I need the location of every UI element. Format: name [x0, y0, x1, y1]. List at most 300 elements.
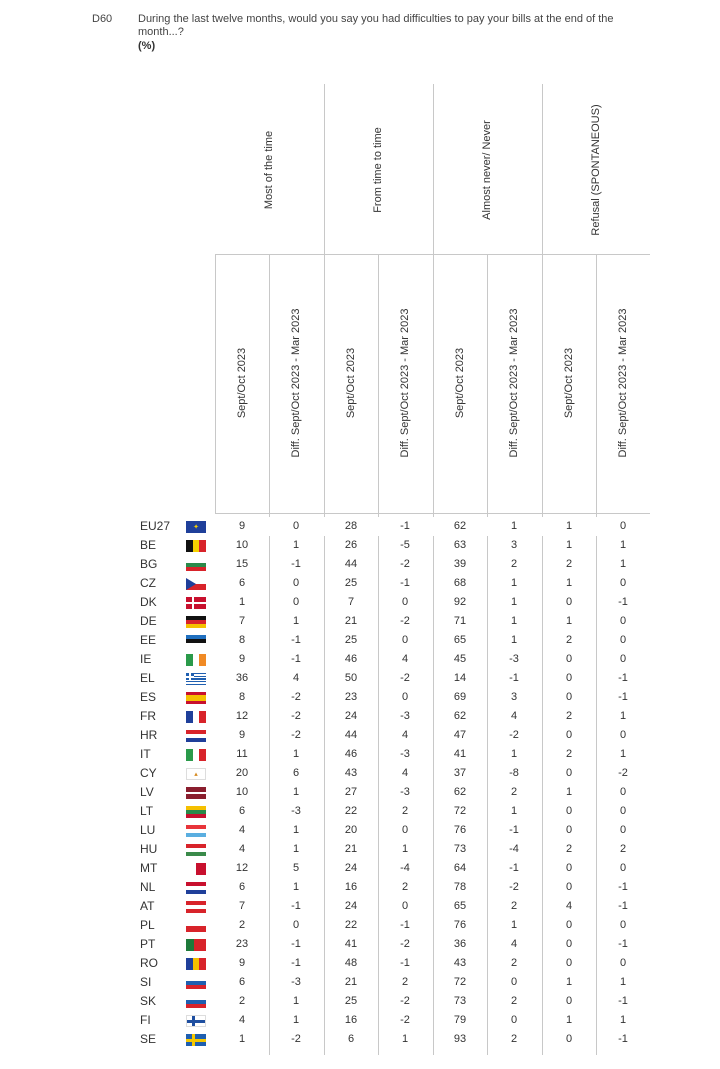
table-cell: -1 [618, 596, 628, 608]
country-code: EE [140, 633, 157, 647]
table-cell: -1 [291, 634, 301, 646]
table-row [0, 517, 720, 536]
table-cell: 0 [565, 957, 573, 969]
table-cell: 23 [344, 691, 358, 703]
table-cell: 21 [344, 976, 358, 988]
table-cell: 2 [510, 995, 518, 1007]
table-cell: 0 [401, 691, 409, 703]
flag-ie-icon [186, 654, 206, 666]
table-cell: 43 [344, 767, 358, 779]
flag-be-icon [186, 540, 206, 552]
table-cell: 1 [510, 615, 518, 627]
table-row [0, 612, 720, 631]
table-cell: 24 [344, 900, 358, 912]
table-cell: 21 [344, 843, 358, 855]
subheader-diff: Diff. Sept/Oct 2023 - Mar 2023 [617, 308, 629, 458]
flag-bg-icon [186, 559, 206, 571]
flag-sk-icon [186, 996, 206, 1008]
country-code: SE [140, 1032, 157, 1046]
table-cell: -2 [400, 558, 410, 570]
row-divider [215, 513, 650, 514]
table-cell: 20 [344, 824, 358, 836]
table-cell: 2 [238, 995, 246, 1007]
table-cell: 0 [619, 919, 627, 931]
table-cell: 26 [344, 539, 358, 551]
table-cell: 73 [453, 843, 467, 855]
table-cell: 0 [565, 995, 573, 1007]
table-cell: 2 [565, 843, 573, 855]
table-cell: 9 [238, 520, 246, 532]
table-cell: 92 [453, 596, 467, 608]
subheader-current: Sept/Oct 2023 [563, 347, 575, 419]
table-cell: -2 [400, 615, 410, 627]
table-cell: 2 [510, 558, 518, 570]
table-cell: -1 [400, 520, 410, 532]
table-cell: 0 [565, 672, 573, 684]
table-cell: 44 [344, 729, 358, 741]
table-cell: 3 [510, 539, 518, 551]
table-cell: 46 [344, 653, 358, 665]
table-cell: 4 [401, 729, 409, 741]
table-row [0, 593, 720, 612]
table-cell: 16 [344, 881, 358, 893]
country-code: CZ [140, 576, 156, 590]
table-cell: 78 [453, 881, 467, 893]
table-cell: 62 [453, 786, 467, 798]
table-cell: -1 [291, 938, 301, 950]
table-cell: 1 [510, 919, 518, 931]
table-cell: -8 [509, 767, 519, 779]
table-cell: 25 [344, 577, 358, 589]
table-cell: -4 [509, 843, 519, 855]
table-cell: -3 [509, 653, 519, 665]
table-cell: 0 [565, 767, 573, 779]
table-cell: 7 [238, 615, 246, 627]
table-row [0, 707, 720, 726]
table-cell: 2 [401, 805, 409, 817]
table-cell: 41 [344, 938, 358, 950]
table-row [0, 726, 720, 745]
question-text: During the last twelve months, would you say you had difficulties to pay your bills at the end of the month...? [138, 13, 614, 38]
group-header: Most of the time [263, 130, 275, 210]
table-cell: 4 [238, 843, 246, 855]
table-cell: 1 [292, 843, 300, 855]
table-row [0, 650, 720, 669]
flag-hu-icon [186, 844, 206, 856]
table-cell: 79 [453, 1014, 467, 1026]
country-code: BE [140, 538, 157, 552]
table-cell: 1 [292, 824, 300, 836]
country-code: MT [140, 861, 158, 875]
table-cell: 47 [453, 729, 467, 741]
table-cell: 9 [238, 729, 246, 741]
flag-ro-icon [186, 958, 206, 970]
table-cell: 1 [619, 748, 627, 760]
table-cell: 1 [292, 881, 300, 893]
table-cell: 12 [235, 862, 249, 874]
table-cell: 0 [619, 862, 627, 874]
country-code: PT [140, 937, 156, 951]
table-cell: 9 [238, 957, 246, 969]
table-cell: 6 [292, 767, 300, 779]
table-cell: 76 [453, 919, 467, 931]
table-cell: -2 [291, 1033, 301, 1045]
table-cell: 3 [510, 691, 518, 703]
table-cell: -1 [618, 691, 628, 703]
table-cell: 0 [565, 1033, 573, 1045]
table-cell: 43 [453, 957, 467, 969]
table-cell: -1 [618, 995, 628, 1007]
table-cell: 7 [238, 900, 246, 912]
table-cell: 10 [235, 539, 249, 551]
table-cell: 4 [238, 1014, 246, 1026]
table-cell: 1 [510, 748, 518, 760]
country-code: FR [140, 709, 156, 723]
table-cell: 2 [510, 786, 518, 798]
table-cell: 10 [235, 786, 249, 798]
country-code: LV [140, 785, 154, 799]
country-code: FI [140, 1013, 151, 1027]
table-cell: -1 [618, 1033, 628, 1045]
table-cell: 1 [565, 615, 573, 627]
table-cell: 1 [238, 596, 246, 608]
country-code: IT [140, 747, 151, 761]
table-row [0, 821, 720, 840]
table-cell: 0 [401, 900, 409, 912]
table-cell: -1 [291, 558, 301, 570]
flag-at-icon [186, 901, 206, 913]
table-cell: -1 [400, 957, 410, 969]
table-cell: 71 [453, 615, 467, 627]
table-row [0, 631, 720, 650]
table-cell: 21 [344, 615, 358, 627]
table-cell: 25 [344, 634, 358, 646]
table-cell: 2 [565, 634, 573, 646]
table-cell: -1 [618, 881, 628, 893]
table-cell: 2 [565, 710, 573, 722]
table-cell: 0 [565, 824, 573, 836]
table-row [0, 536, 720, 555]
table-cell: 0 [401, 824, 409, 836]
table-cell: 1 [401, 1033, 409, 1045]
table-row [0, 1011, 720, 1030]
unit-label: (%) [138, 40, 156, 52]
table-cell: -1 [291, 957, 301, 969]
table-cell: 1 [619, 710, 627, 722]
row-divider [215, 254, 650, 255]
flag-pt-icon [186, 939, 206, 951]
table-cell: 0 [619, 786, 627, 798]
table-cell: -1 [618, 938, 628, 950]
table-cell: 76 [453, 824, 467, 836]
flag-fr-icon [186, 711, 206, 723]
subheader-current: Sept/Oct 2023 [454, 347, 466, 419]
table-cell: 8 [238, 634, 246, 646]
flag-dk-icon [186, 597, 206, 609]
table-cell: -1 [291, 900, 301, 912]
table-cell: 1 [565, 1014, 573, 1026]
table-cell: 44 [344, 558, 358, 570]
table-row [0, 764, 720, 783]
table-cell: 1 [619, 1014, 627, 1026]
table-cell: 63 [453, 539, 467, 551]
table-cell: 6 [238, 976, 246, 988]
table-cell: 73 [453, 995, 467, 1007]
country-code: SI [140, 975, 152, 989]
table-cell: 1 [510, 805, 518, 817]
table-cell: 0 [619, 957, 627, 969]
flag-el-icon [186, 673, 206, 685]
table-row [0, 745, 720, 764]
table-cell: -2 [291, 691, 301, 703]
table-cell: 2 [401, 976, 409, 988]
table-row [0, 935, 720, 954]
flag-eu-icon: ✦ [186, 521, 206, 533]
table-cell: -4 [400, 862, 410, 874]
table-cell: 27 [344, 786, 358, 798]
country-code: IE [140, 652, 152, 666]
table-cell: 0 [292, 919, 300, 931]
flag-it-icon [186, 749, 206, 761]
table-cell: 36 [453, 938, 467, 950]
table-cell: 1 [238, 1033, 246, 1045]
table-row [0, 916, 720, 935]
table-cell: 0 [292, 520, 300, 532]
table-cell: 1 [292, 539, 300, 551]
country-code: DE [140, 614, 157, 628]
table-cell: 1 [565, 976, 573, 988]
table-cell: 28 [344, 520, 358, 532]
table-cell: 20 [235, 767, 249, 779]
table-cell: 15 [235, 558, 249, 570]
table-cell: 12 [235, 710, 249, 722]
country-code: EU27 [140, 519, 171, 533]
table-cell: 0 [565, 938, 573, 950]
table-cell: 0 [565, 919, 573, 931]
table-cell: -5 [400, 539, 410, 551]
table-cell: 1 [292, 615, 300, 627]
country-code: EL [140, 671, 155, 685]
table-cell: 1 [565, 539, 573, 551]
table-cell: 0 [565, 653, 573, 665]
flag-cy-icon: ▴ [186, 768, 206, 780]
country-code: PL [140, 918, 155, 932]
table-cell: 0 [619, 805, 627, 817]
table-cell: 8 [238, 691, 246, 703]
table-cell: 16 [344, 1014, 358, 1026]
table-cell: 0 [565, 881, 573, 893]
table-cell: 65 [453, 634, 467, 646]
table-cell: 45 [453, 653, 467, 665]
table-cell: 1 [510, 577, 518, 589]
table-cell: 0 [292, 577, 300, 589]
table-row [0, 555, 720, 574]
table-cell: 1 [292, 786, 300, 798]
table-cell: 4 [292, 672, 300, 684]
table-cell: 65 [453, 900, 467, 912]
table-cell: 2 [619, 843, 627, 855]
table-cell: 0 [565, 729, 573, 741]
flag-lv-icon [186, 787, 206, 799]
table-cell: -2 [509, 881, 519, 893]
table-cell: -2 [400, 1014, 410, 1026]
table-cell: 6 [238, 881, 246, 893]
table-cell: -2 [400, 938, 410, 950]
table-cell: 68 [453, 577, 467, 589]
table-cell: -1 [509, 672, 519, 684]
table-cell: 0 [510, 1014, 518, 1026]
table-cell: 6 [238, 805, 246, 817]
table-row [0, 859, 720, 878]
table-cell: -3 [291, 976, 301, 988]
table-cell: 0 [619, 634, 627, 646]
subheader-current: Sept/Oct 2023 [236, 347, 248, 419]
flag-cz-icon [186, 578, 206, 590]
table-cell: 23 [235, 938, 249, 950]
table-row [0, 973, 720, 992]
flag-ee-icon [186, 635, 206, 647]
country-code: SK [140, 994, 157, 1008]
table-cell: 4 [238, 824, 246, 836]
table-cell: 1 [565, 520, 573, 532]
country-code: DK [140, 595, 157, 609]
flag-nl-icon [186, 882, 206, 894]
table-cell: 25 [344, 995, 358, 1007]
country-code: LU [140, 823, 156, 837]
table-cell: 50 [344, 672, 358, 684]
table-cell: 62 [453, 710, 467, 722]
table-cell: 4 [565, 900, 573, 912]
table-cell: -1 [509, 824, 519, 836]
table-cell: 1 [401, 843, 409, 855]
table-cell: 64 [453, 862, 467, 874]
table-cell: -1 [618, 672, 628, 684]
flag-hr-icon [186, 730, 206, 742]
table-cell: 1 [292, 1014, 300, 1026]
table-cell: -1 [509, 862, 519, 874]
table-cell: 1 [510, 634, 518, 646]
table-cell: -2 [400, 995, 410, 1007]
table-row [0, 1030, 720, 1049]
group-header: Refusal (SPONTANEOUS) [590, 104, 602, 236]
table-cell: 1 [292, 995, 300, 1007]
question-id: D60 [92, 13, 113, 25]
flag-mt-icon [186, 863, 206, 875]
table-cell: 24 [344, 862, 358, 874]
table-cell: 0 [565, 862, 573, 874]
table-cell: 24 [344, 710, 358, 722]
table-cell: 1 [510, 520, 518, 532]
table-cell: 39 [453, 558, 467, 570]
table-cell: -3 [400, 748, 410, 760]
table-cell: 4 [510, 938, 518, 950]
table-row [0, 574, 720, 593]
subheader-diff: Diff. Sept/Oct 2023 - Mar 2023 [508, 308, 520, 458]
table-row [0, 688, 720, 707]
table-cell: 14 [453, 672, 467, 684]
table-cell: 0 [619, 615, 627, 627]
table-cell: 1 [292, 748, 300, 760]
table-cell: 22 [344, 919, 358, 931]
table-row [0, 897, 720, 916]
table-cell: 1 [510, 596, 518, 608]
table-cell: 72 [453, 805, 467, 817]
table-row [0, 878, 720, 897]
table-cell: 0 [565, 691, 573, 703]
table-cell: -2 [509, 729, 519, 741]
table-cell: 46 [344, 748, 358, 760]
table-cell: 0 [619, 577, 627, 589]
flag-pl-icon [186, 920, 206, 932]
table-cell: 62 [453, 520, 467, 532]
subheader-current: Sept/Oct 2023 [345, 347, 357, 419]
table-row [0, 669, 720, 688]
table-cell: 93 [453, 1033, 467, 1045]
table-cell: 0 [401, 596, 409, 608]
table-cell: 4 [401, 653, 409, 665]
table-cell: 0 [565, 805, 573, 817]
table-cell: -1 [618, 900, 628, 912]
table-cell: 2 [401, 881, 409, 893]
table-cell: -3 [400, 786, 410, 798]
table-row [0, 954, 720, 973]
table-cell: 2 [565, 558, 573, 570]
table-row [0, 992, 720, 1011]
table-cell: -2 [291, 729, 301, 741]
table-row [0, 840, 720, 859]
table-cell: -1 [291, 653, 301, 665]
table-cell: 5 [292, 862, 300, 874]
table-cell: -2 [618, 767, 628, 779]
table-cell: 11 [236, 748, 248, 760]
country-code: HR [140, 728, 158, 742]
table-cell: 0 [619, 729, 627, 741]
country-code: NL [140, 880, 156, 894]
table-cell: 6 [238, 577, 246, 589]
column-divider [215, 254, 216, 513]
flag-si-icon [186, 977, 206, 989]
table-cell: 2 [510, 1033, 518, 1045]
table-cell: 4 [401, 767, 409, 779]
table-cell: -1 [400, 919, 410, 931]
table-cell: -1 [400, 577, 410, 589]
table-cell: -2 [400, 672, 410, 684]
table-cell: 2 [565, 748, 573, 760]
table-cell: 72 [453, 976, 467, 988]
table-cell: 0 [619, 824, 627, 836]
table-cell: 2 [510, 900, 518, 912]
table-cell: 1 [565, 577, 573, 589]
flag-de-icon [186, 616, 206, 628]
table-cell: 69 [453, 691, 467, 703]
country-code: BG [140, 557, 158, 571]
table-cell: 22 [344, 805, 358, 817]
table-cell: -3 [291, 805, 301, 817]
country-code: HU [140, 842, 158, 856]
table-cell: -3 [400, 710, 410, 722]
table-cell: 4 [510, 710, 518, 722]
table-cell: 1 [619, 976, 627, 988]
table-cell: 37 [453, 767, 467, 779]
country-code: RO [140, 956, 158, 970]
table-cell: 2 [238, 919, 246, 931]
table-cell: 41 [453, 748, 467, 760]
flag-se-icon [186, 1034, 206, 1046]
table-cell: 1 [565, 786, 573, 798]
table-cell: 2 [510, 957, 518, 969]
country-code: LT [140, 804, 154, 818]
flag-lu-icon [186, 825, 206, 837]
